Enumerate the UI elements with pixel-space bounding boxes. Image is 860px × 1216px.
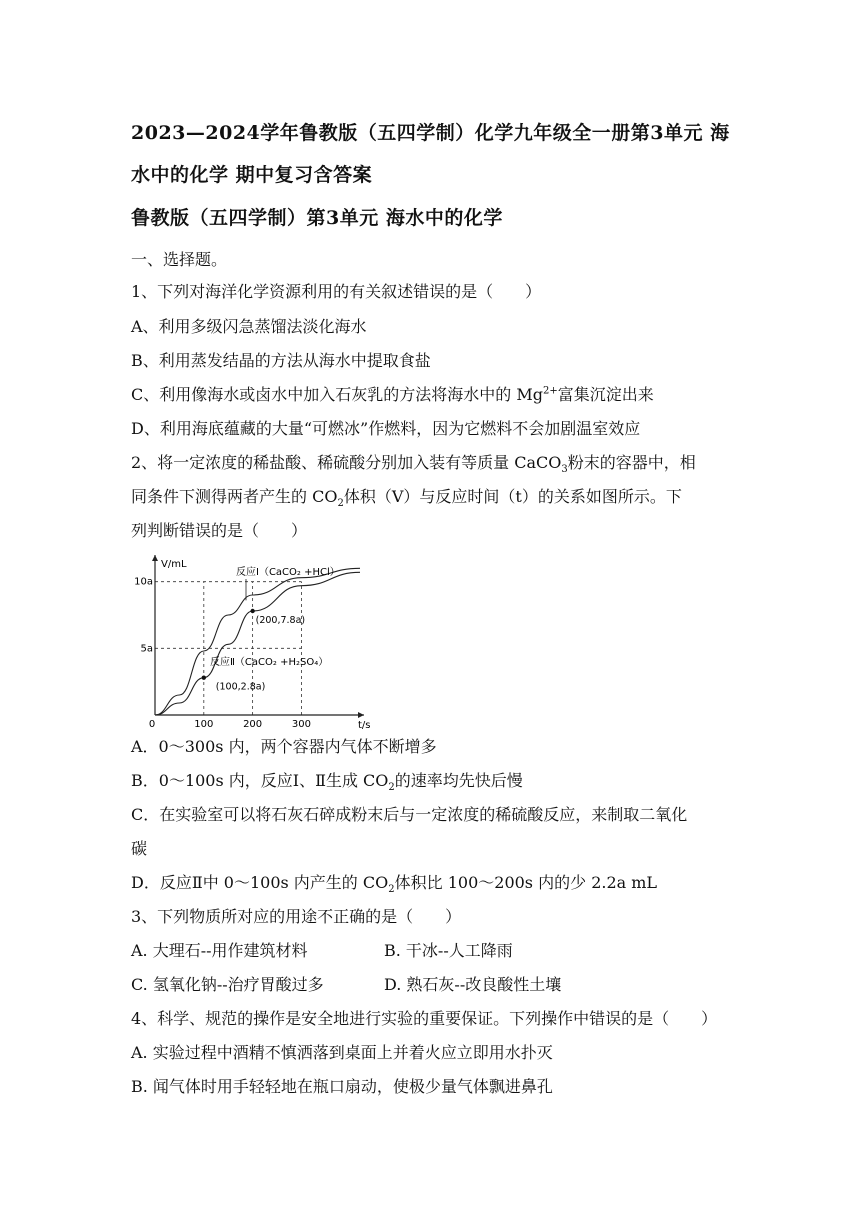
doc-subtitle: 鲁教版（五四学制）第3单元 海水中的化学 xyxy=(131,207,503,229)
q4-stem: 4、科学、规范的操作是安全地进行实验的重要保证。下列操作中错误的是（ ） xyxy=(131,1009,718,1028)
x-tick-label: 200 xyxy=(243,719,263,730)
data-point-1 xyxy=(250,609,254,613)
q2-stem-line-1 xyxy=(131,450,696,475)
q2-d-text-end: 体积比 100～200s 内的少 2.2a mL xyxy=(394,873,658,892)
q2-d-sub: 2 xyxy=(388,884,395,896)
q2-l1-text-end: 粉末的容器中，相 xyxy=(567,453,696,472)
q1-option-c xyxy=(131,382,654,405)
q3-option-d: D. 熟石灰--改良酸性土壤 xyxy=(384,975,562,994)
q2-option-a: A．0～300s 内，两个容器内气体不断增多 xyxy=(131,737,437,756)
q3-option-b: B. 干冰--人工降雨 xyxy=(384,941,513,960)
y-tick-label: 10a xyxy=(134,576,153,588)
q3-option-c: C. 氢氧化钠--治疗胃酸过多 xyxy=(131,975,324,994)
chart-curves xyxy=(155,568,360,715)
doc-title-line-2: 水中的化学 期中复习含答案 xyxy=(131,164,373,186)
q2-b-text: B．0～100s 内，反应Ⅰ、Ⅱ生成 CO xyxy=(131,771,389,790)
chart-labels xyxy=(134,559,370,731)
chart-axes xyxy=(152,555,364,718)
q2-option-d xyxy=(131,870,657,895)
section-heading: 一、选择题。 xyxy=(131,250,228,269)
q2-b-sub: 2 xyxy=(388,782,395,794)
origin-label: 0 xyxy=(148,719,156,730)
annotation-100: (100,2.8a) xyxy=(215,681,266,693)
x-tick-label: 300 xyxy=(291,719,311,730)
y-axis-label: V/mL xyxy=(161,559,187,570)
q2-l1-text: 2、将一定浓度的稀盐酸、稀硫酸分别加入装有等质量 CaCO xyxy=(131,453,562,472)
q2-stem-line-2 xyxy=(131,484,682,509)
q1-stem: 1、下列对海洋化学资源利用的有关叙述错误的是（ ） xyxy=(131,282,542,301)
q2-l2-text: 同条件下测得两者产生的 CO xyxy=(131,487,338,506)
x-tick-label: 100 xyxy=(194,719,214,730)
q2-option-c-line-1: C．在实验室可以将石灰石碎成粉末后与一定浓度的稀硫酸反应，来制取二氧化 xyxy=(131,805,688,824)
reaction-volume-chart xyxy=(134,545,371,731)
q2-stem-line-3: 列判断错误的是（ ） xyxy=(131,521,308,540)
y-axis-arrow xyxy=(152,555,158,561)
q1-c-text-end: 富集沉淀出来 xyxy=(557,385,654,404)
series-curve-2 xyxy=(155,572,360,715)
q3-option-a: A. 大理石--用作建筑材料 xyxy=(131,941,308,960)
q3-stem: 3、下列物质所对应的用途不正确的是（ ） xyxy=(131,907,462,926)
q2-option-c-line-2: 碳 xyxy=(131,839,148,858)
q4-option-a: A. 实验过程中酒精不慎洒落到桌面上并着火应立即用水扑灭 xyxy=(131,1043,553,1062)
q2-l1-sub: 3 xyxy=(561,464,568,476)
q2-option-b xyxy=(131,768,523,793)
q2-d-text: D．反应Ⅱ中 0～100s 内产生的 CO xyxy=(131,873,389,892)
q1-option-a: A、利用多级闪急蒸馏法淡化海水 xyxy=(131,317,367,336)
y-tick-label: 5a xyxy=(140,643,153,655)
q4-option-b: B. 闻气体时用手轻轻地在瓶口扇动，使极少量气体飘进鼻孔 xyxy=(131,1077,553,1096)
doc-title-line-1: 2023—2024学年鲁教版（五四学制）化学九年级全一册第3单元 海 xyxy=(131,122,730,144)
annotation-200: (200,7.8a) xyxy=(255,615,306,626)
label-reaction-I: 反应Ⅰ（CaCO₂ +HCl） xyxy=(236,567,340,578)
series-curve-1 xyxy=(155,568,360,715)
q1-option-b: B、利用蒸发结晶的方法从海水中提取食盐 xyxy=(131,351,431,370)
q1-c-text: C、利用像海水或卤水中加入石灰乳的方法将海水中的 Mg xyxy=(131,385,543,404)
label-reaction-II: 反应Ⅱ（CaCO₂ +H₂SO₄） xyxy=(210,657,329,668)
q1-c-sup: 2+ xyxy=(542,385,558,397)
q2-l2-sub: 2 xyxy=(337,498,344,510)
x-axis-label: t/s xyxy=(358,720,371,731)
x-axis-arrow xyxy=(358,712,364,718)
q1-option-d: D、利用海底蕴藏的大量“可燃冰”作燃料，因为它燃料不会加剧温室效应 xyxy=(131,419,641,438)
q2-l2-text-end: 体积（V）与反应时间（t）的关系如图所示。下 xyxy=(343,487,682,506)
q2-b-text-end: 的速率均先快后慢 xyxy=(394,771,523,790)
data-point-2 xyxy=(202,675,206,679)
